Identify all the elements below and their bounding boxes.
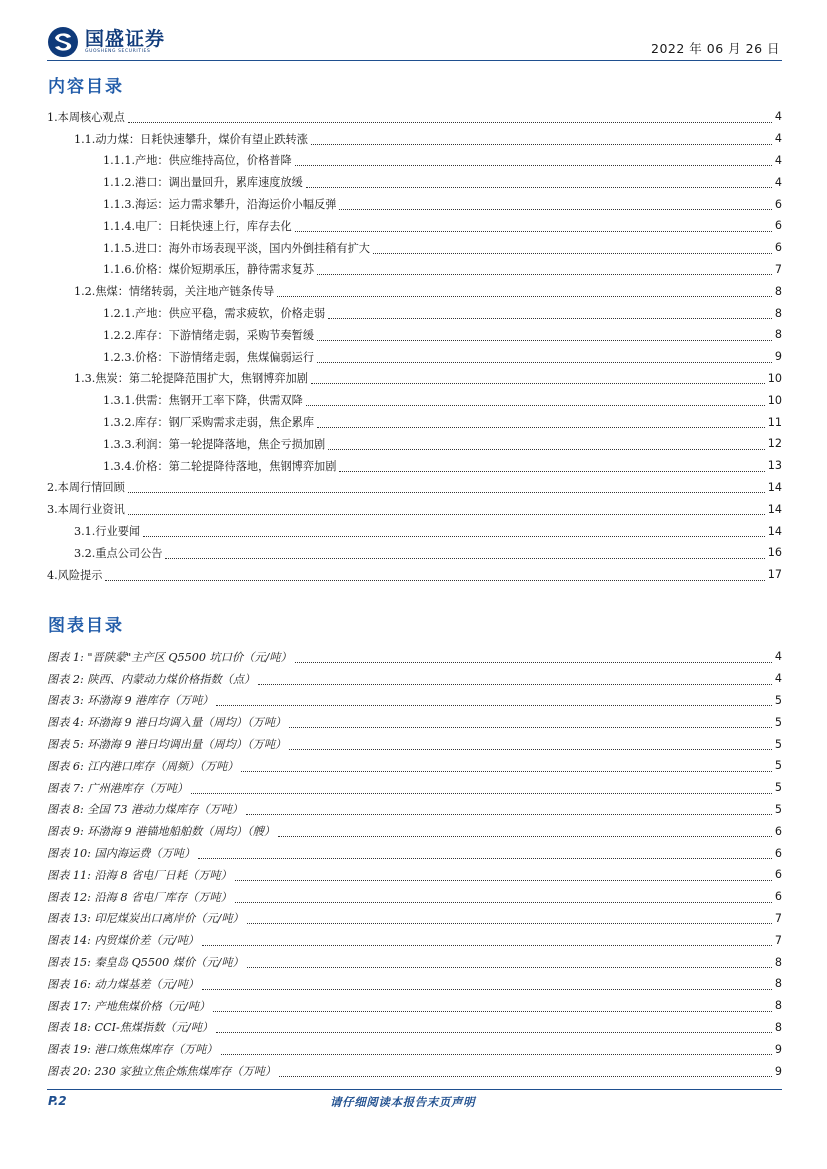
- page-reference: 11: [767, 415, 782, 429]
- dot-leader: [306, 178, 772, 188]
- figure-entry-label: 图表 9: 环渤海 9 港锚地船舶数（周均）（艘）: [47, 825, 276, 839]
- dot-leader: [289, 718, 772, 728]
- dot-leader: [247, 958, 772, 968]
- page-number: P.2: [48, 1094, 67, 1108]
- toc-entry[interactable]: [47, 128, 782, 150]
- dot-leader: [277, 287, 772, 297]
- page-reference: 9: [774, 1064, 782, 1078]
- toc-entry-label: 1.2.3.价格：下游情绪走弱，焦煤偏弱运行: [103, 350, 315, 364]
- page-reference: 5: [774, 693, 782, 707]
- guosheng-logo-icon: [47, 26, 79, 58]
- figure-entry[interactable]: [47, 1017, 782, 1039]
- page-reference: 16: [767, 546, 782, 560]
- dot-leader: [317, 353, 772, 363]
- toc-entry[interactable]: [47, 564, 782, 586]
- figure-entry[interactable]: [47, 864, 782, 886]
- page-reference: 4: [774, 175, 782, 189]
- figure-entry[interactable]: [47, 842, 782, 864]
- toc-entry-label: 1.1.6.价格：煤价短期承压，静待需求复苏: [103, 263, 315, 277]
- toc-entry[interactable]: [47, 520, 782, 542]
- figure-entry-label: 图表 17: 产地焦煤价格（元/吨）: [47, 999, 211, 1013]
- dot-leader: [328, 309, 772, 319]
- toc-entry-label: 1.3.2.库存：钢厂采购需求走弱，焦企累库: [103, 416, 315, 430]
- toc-entry[interactable]: [47, 411, 782, 433]
- figure-entry[interactable]: [47, 908, 782, 930]
- toc-entry-label: 1.1.2.港口：调出量回升，累库速度放缓: [103, 176, 303, 190]
- dot-leader: [311, 135, 772, 145]
- dot-leader: [373, 244, 772, 254]
- page-reference: 17: [767, 568, 782, 582]
- toc-entry[interactable]: [47, 280, 782, 302]
- dot-leader: [105, 571, 764, 581]
- dot-leader: [328, 440, 765, 450]
- figure-entry[interactable]: [47, 929, 782, 951]
- dot-leader: [202, 936, 772, 946]
- page-reference: 6: [774, 868, 782, 882]
- dot-leader: [317, 265, 772, 275]
- dot-leader: [317, 331, 772, 341]
- page-reference: 8: [774, 328, 782, 342]
- toc-entry-label: 3.本周行业资讯: [47, 503, 125, 517]
- figure-entry[interactable]: [47, 668, 782, 690]
- figure-entry[interactable]: [47, 733, 782, 755]
- figure-entry-label: 图表 18: CCI-焦煤指数（元/吨）: [47, 1021, 214, 1035]
- dot-leader: [278, 827, 772, 837]
- figure-entry[interactable]: [47, 755, 782, 777]
- page-reference: 8: [774, 955, 782, 969]
- toc-entry[interactable]: [47, 302, 782, 324]
- toc-entry-label: 1.3.焦炭：第二轮提降范围扩大，焦钢博弈加剧: [74, 372, 308, 386]
- toc-entry[interactable]: [47, 433, 782, 455]
- dot-leader: [289, 740, 772, 750]
- toc-entry-label: 3.1.行业要闻: [74, 525, 141, 539]
- page-reference: 12: [767, 437, 782, 451]
- toc-entry-label: 3.2.重点公司公告: [74, 546, 163, 560]
- dot-leader: [191, 784, 772, 794]
- dot-leader: [128, 483, 765, 493]
- figure-entry-label: 图表 6: 江内港口库存（周频）（万吨）: [47, 759, 239, 773]
- dot-leader: [235, 893, 772, 903]
- toc-entry[interactable]: [47, 389, 782, 411]
- page-reference: 9: [774, 1042, 782, 1056]
- toc-entry[interactable]: [47, 171, 782, 193]
- dot-leader: [198, 849, 772, 859]
- figure-entry[interactable]: [47, 1060, 782, 1082]
- page-reference: 10: [767, 371, 782, 385]
- figure-entry-label: 图表 1: "晋陕蒙"主产区 Q5500 坑口价（元/吨）: [47, 650, 292, 664]
- toc-entry[interactable]: [47, 368, 782, 390]
- figure-entry[interactable]: [47, 886, 782, 908]
- page-reference: 14: [767, 480, 782, 494]
- toc-list: [47, 106, 782, 586]
- page-reference: 5: [774, 759, 782, 773]
- page-reference: 9: [774, 350, 782, 364]
- toc-entry-label: 1.本周核心观点: [47, 110, 125, 124]
- figure-entry-label: 图表 13: 印尼煤炭出口离岸价（元/吨）: [47, 912, 244, 926]
- dot-leader: [258, 675, 772, 685]
- toc-entry-label: 1.1.动力煤：日耗快速攀升，煤价有望止跌转涨: [74, 132, 308, 146]
- figure-entry-label: 图表 20: 230 家独立焦企炼焦煤库存（万吨）: [47, 1065, 277, 1079]
- toc-entry[interactable]: [47, 150, 782, 172]
- header-divider: [47, 60, 782, 61]
- figure-entry-label: 图表 16: 动力煤基差（元/吨）: [47, 977, 199, 991]
- toc-entry-label: 1.3.1.供需：焦钢开工率下降，供需双降: [103, 394, 303, 408]
- dot-leader: [235, 871, 772, 881]
- toc-entry-label: 1.2.焦煤：情绪转弱，关注地产链条传导: [74, 285, 275, 299]
- page-reference: 5: [774, 781, 782, 795]
- dot-leader: [306, 396, 765, 406]
- dot-leader: [202, 980, 772, 990]
- dot-leader: [295, 222, 772, 232]
- dot-leader: [216, 1023, 772, 1033]
- company-name: 国盛证券: [85, 28, 166, 50]
- report-date: 2022 年 06 月 26 日: [651, 41, 780, 56]
- toc-entry-label: 1.1.3.海运：运力需求攀升，沿海运价小幅反弹: [103, 198, 337, 212]
- page-reference: 6: [774, 219, 782, 233]
- dot-leader: [295, 653, 772, 663]
- figure-entry[interactable]: [47, 1038, 782, 1060]
- page-reference: 4: [774, 672, 782, 686]
- dot-leader: [143, 527, 765, 537]
- figure-entry-label: 图表 15: 秦皇岛 Q5500 煤价（元/吨）: [47, 956, 244, 970]
- figure-entry[interactable]: [47, 951, 782, 973]
- page-reference: 4: [774, 110, 782, 124]
- dot-leader: [339, 200, 771, 210]
- page-reference: 5: [774, 715, 782, 729]
- figures-title: 图表目录: [48, 616, 124, 636]
- page-reference: 6: [774, 197, 782, 211]
- figure-entry[interactable]: [47, 799, 782, 821]
- dot-leader: [165, 549, 764, 559]
- page-reference: 14: [767, 502, 782, 516]
- dot-leader: [221, 1045, 772, 1055]
- toc-entry[interactable]: [47, 455, 782, 477]
- page-reference: 13: [767, 459, 782, 473]
- figure-entry[interactable]: [47, 690, 782, 712]
- page-reference: 14: [767, 524, 782, 538]
- dot-leader: [279, 1067, 772, 1077]
- page-reference: 6: [774, 890, 782, 904]
- toc-entry-label: 1.1.4.电厂：日耗快速上行，库存去化: [103, 219, 292, 233]
- dot-leader: [247, 914, 772, 924]
- figure-entry-label: 图表 4: 环渤海 9 港日均调入量（周均）（万吨）: [47, 716, 287, 730]
- toc-title: 内容目录: [48, 77, 124, 97]
- dot-leader: [311, 374, 765, 384]
- toc-entry[interactable]: [47, 346, 782, 368]
- page-reference: 8: [774, 999, 782, 1013]
- figures-list: [47, 646, 782, 1082]
- footer-divider: [47, 1089, 782, 1090]
- page-reference: 4: [774, 132, 782, 146]
- toc-entry-label: 1.3.3.利润：第一轮提降落地，焦企亏损加剧: [103, 437, 326, 451]
- company-logo: [47, 26, 165, 58]
- figure-entry-label: 图表 3: 环渤海 9 港库存（万吨）: [47, 694, 214, 708]
- toc-entry-label: 1.1.1.产地：供应维持高位，价格普降: [103, 154, 292, 168]
- toc-entry[interactable]: [47, 498, 782, 520]
- page-reference: 5: [774, 802, 782, 816]
- figure-entry[interactable]: [47, 777, 782, 799]
- figure-entry[interactable]: [47, 995, 782, 1017]
- toc-entry-label: 1.3.4.价格：第二轮提降待落地，焦钢博弈加剧: [103, 459, 337, 473]
- page-reference: 8: [774, 284, 782, 298]
- figure-entry[interactable]: [47, 646, 782, 668]
- figure-entry-label: 图表 11: 沿海 8 省电厂日耗（万吨）: [47, 868, 232, 882]
- page-reference: 4: [774, 153, 782, 167]
- dot-leader: [241, 762, 771, 772]
- figure-entry-label: 图表 2: 陕西、内蒙动力煤价格指数（点）: [47, 672, 256, 686]
- page-reference: 5: [774, 737, 782, 751]
- page-reference: 8: [774, 1020, 782, 1034]
- page-reference: 8: [774, 977, 782, 991]
- toc-entry[interactable]: [47, 106, 782, 128]
- figure-entry-label: 图表 8: 全国 73 港动力煤库存（万吨）: [47, 803, 243, 817]
- dot-leader: [128, 113, 772, 123]
- toc-entry-label: 1.2.2.库存：下游情绪走弱，采购节奏暂缓: [103, 328, 315, 342]
- dot-leader: [246, 805, 772, 815]
- figure-entry[interactable]: [47, 711, 782, 733]
- page-reference: 8: [774, 306, 782, 320]
- toc-entry[interactable]: [47, 237, 782, 259]
- toc-entry-label: 4.风险提示: [47, 568, 103, 582]
- toc-entry[interactable]: [47, 477, 782, 499]
- company-sub: GUOSHENG SECURITIES: [85, 49, 151, 54]
- page-reference: 6: [774, 824, 782, 838]
- dot-leader: [213, 1002, 772, 1012]
- figure-entry-label: 图表 10: 国内海运费（万吨）: [47, 847, 196, 861]
- figure-entry[interactable]: [47, 973, 782, 995]
- toc-entry-label: 1.2.1.产地：供应平稳，需求疲软，价格走弱: [103, 307, 326, 321]
- page-reference: 4: [774, 650, 782, 664]
- dot-leader: [216, 696, 771, 706]
- figure-entry-label: 图表 14: 内贸煤价差（元/吨）: [47, 934, 199, 948]
- page-reference: 6: [774, 241, 782, 255]
- toc-entry[interactable]: [47, 215, 782, 237]
- disclaimer-note: 请仔细阅读本报告末页声明: [330, 1095, 476, 1109]
- toc-entry[interactable]: [47, 259, 782, 281]
- page-reference: 6: [774, 846, 782, 860]
- figure-entry-label: 图表 7: 广州港库存（万吨）: [47, 781, 189, 795]
- toc-entry-label: 2.本周行情回顾: [47, 481, 125, 495]
- dot-leader: [317, 418, 765, 428]
- figure-entry-label: 图表 19: 港口炼焦煤库存（万吨）: [47, 1043, 218, 1057]
- figure-entry[interactable]: [47, 820, 782, 842]
- page-reference: 7: [774, 262, 782, 276]
- page-header: [47, 22, 782, 62]
- toc-entry[interactable]: [47, 542, 782, 564]
- toc-entry[interactable]: [47, 324, 782, 346]
- page-reference: 7: [774, 933, 782, 947]
- figure-entry-label: 图表 5: 环渤海 9 港日均调出量（周均）（万吨）: [47, 738, 287, 752]
- page-reference: 7: [774, 911, 782, 925]
- figure-entry-label: 图表 12: 沿海 8 省电厂库存（万吨）: [47, 890, 232, 904]
- dot-leader: [339, 462, 764, 472]
- toc-entry-label: 1.1.5.进口：海外市场表现平淡，国内外倒挂稍有扩大: [103, 241, 370, 255]
- dot-leader: [295, 156, 772, 166]
- page-reference: 10: [767, 393, 782, 407]
- toc-entry[interactable]: [47, 193, 782, 215]
- dot-leader: [128, 505, 765, 515]
